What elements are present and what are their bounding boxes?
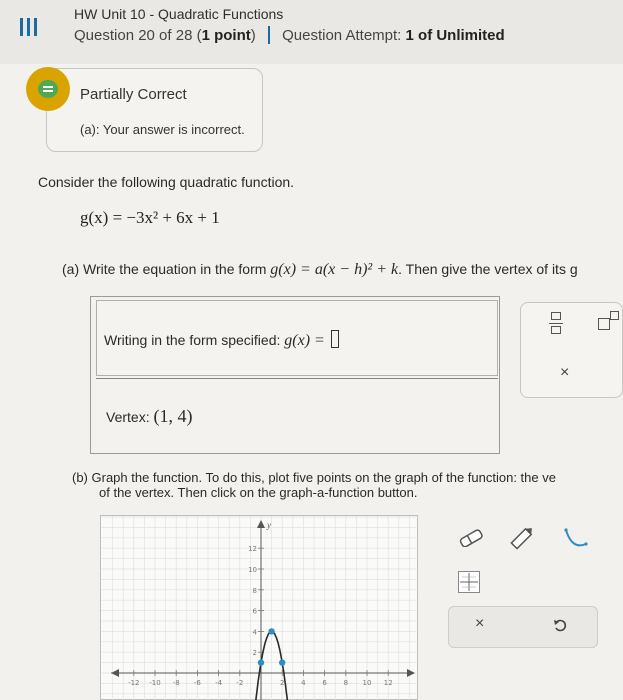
vertex-label: Vertex:	[106, 409, 154, 425]
feedback-status: Partially Correct	[80, 86, 187, 103]
x-tick-label: -12	[128, 679, 140, 687]
form-answer	[104, 330, 339, 350]
question-suffix: )	[250, 27, 256, 44]
x-tick-label: -2	[236, 679, 244, 687]
feedback-chat-icon	[38, 80, 58, 98]
fraction-icon[interactable]	[549, 312, 563, 336]
plotted-point	[279, 659, 285, 665]
pencil-icon[interactable]	[508, 524, 536, 552]
undo-icon[interactable]	[552, 617, 568, 633]
part-a-suffix: . Then give the vertex of its g	[398, 261, 578, 277]
part-a-form: g(x) = a(x − h)² + k	[270, 261, 399, 278]
attempt-value: 1 of Unlimited	[405, 27, 505, 44]
vertex-value[interactable]: (1, 4)	[153, 406, 193, 426]
graph-toolbox-bottom	[448, 606, 598, 648]
feedback-badge-icon	[26, 67, 70, 111]
feedback-detail: (a): Your answer is incorrect.	[80, 122, 245, 137]
graph-svg[interactable]	[101, 516, 419, 700]
clear-answer-button[interactable]: ×	[560, 364, 570, 381]
assignment-title: HW Unit 10 - Quadratic Functions	[74, 6, 284, 22]
x-tick-label: 6	[322, 679, 327, 687]
hamburger-menu-icon[interactable]	[20, 18, 42, 36]
parabola-tool-icon[interactable]	[562, 526, 590, 550]
y-tick-label: 8	[252, 586, 257, 595]
part-b-line-1: (b) Graph the function. To do this, plot five points on the graph of the function: the ve	[72, 470, 556, 485]
form-lhs: g(x) =	[284, 332, 325, 349]
quadratic-function: g(x) = −3x² + 6x + 1	[80, 208, 220, 227]
clear-graph-button[interactable]: ×	[475, 615, 485, 632]
x-tick-label: -8	[172, 679, 180, 687]
x-axis-arrow-left	[111, 669, 119, 677]
part-b-line-2: of the vertex. Then click on the graph-a-function button.	[99, 485, 418, 500]
header-bar	[0, 0, 623, 64]
question-info	[74, 26, 505, 44]
graph-function-icon[interactable]	[458, 571, 480, 593]
x-tick-label: 12	[383, 679, 393, 687]
form-label: Writing in the form specified:	[104, 332, 285, 348]
part-b-prompt	[72, 470, 556, 500]
x-tick-label: -6	[193, 679, 201, 687]
y-tick-label: 12	[248, 545, 257, 554]
attempt-prefix: Question Attempt:	[282, 27, 406, 44]
question-points: 1 point	[201, 27, 251, 44]
question-prefix: Question 20 of 28 (	[74, 27, 202, 44]
y-tick-label: 2	[252, 649, 257, 658]
x-tick-label: 8	[343, 679, 349, 687]
y-axis-arrow	[257, 520, 265, 528]
exponent-icon[interactable]	[598, 318, 610, 330]
vertex-answer	[106, 406, 192, 427]
y-tick-label: 10	[248, 566, 257, 574]
x-tick-label: 4	[301, 679, 306, 687]
part-a-prompt	[62, 261, 578, 279]
form-answer-input[interactable]	[331, 330, 339, 348]
graph-canvas[interactable]	[100, 515, 418, 700]
x-tick-label: -4	[215, 679, 223, 687]
x-tick-label: 10	[362, 679, 372, 687]
header-divider	[268, 26, 270, 44]
question-intro: Consider the following quadratic function.	[38, 174, 295, 190]
y-axis-label: y	[267, 520, 271, 530]
part-a-prefix: (a) Write the equation in the form	[62, 261, 271, 277]
x-tick-label: -10	[149, 679, 161, 687]
eraser-icon[interactable]	[458, 529, 484, 547]
y-tick-label: 6	[252, 607, 257, 616]
x-axis-arrow	[407, 669, 415, 677]
feedback-card	[46, 68, 263, 152]
plotted-point	[258, 659, 264, 665]
x-tick-label: 2	[279, 679, 285, 687]
y-tick-label: 4	[252, 628, 257, 637]
math-toolbox	[520, 302, 623, 398]
plotted-point	[268, 628, 274, 634]
